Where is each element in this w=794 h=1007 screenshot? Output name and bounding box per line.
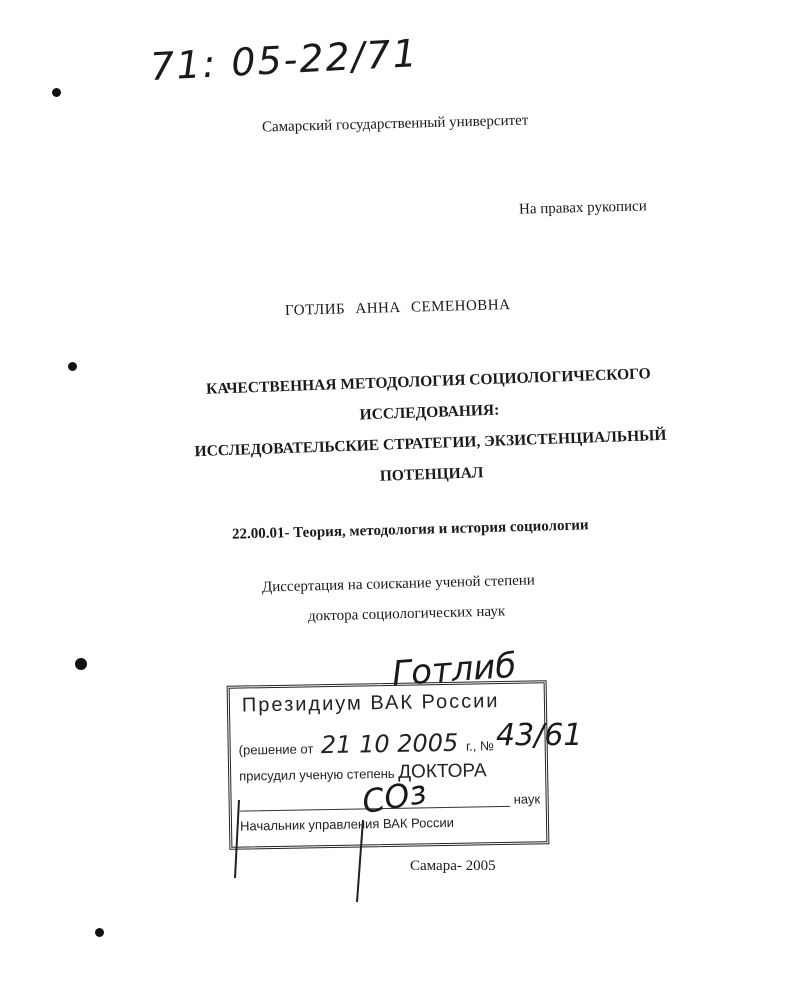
- decision-number: 43/61: [496, 718, 583, 753]
- dissertation-degree-line2: доктора социологических наук: [307, 603, 506, 625]
- dissertation-degree-line1: Диссертация на соискание ученой степени: [261, 572, 536, 596]
- university-name: Самарский государственный университет: [261, 112, 529, 136]
- stamp-field: наук: [513, 791, 541, 807]
- author-name: ГОТЛИБ АННА СЕМЕНОВНА: [284, 297, 511, 319]
- punch-mark: [68, 362, 77, 371]
- rights-note: На правах рукописи: [518, 198, 647, 218]
- degree: ДОКТОРА: [398, 760, 487, 783]
- award-label: присудил ученую степень: [239, 765, 395, 784]
- punch-mark: [95, 928, 104, 937]
- stamp-chief: Начальник управления ВАК России: [239, 814, 455, 834]
- decision-no-label: г., №: [465, 738, 495, 754]
- signature-stamp: СОз: [359, 772, 430, 822]
- archive-code: 71: 05-22/71: [149, 30, 420, 90]
- signature-strokes: [225, 780, 385, 910]
- city-year: Самара- 2005: [410, 858, 496, 874]
- punch-mark: [75, 658, 87, 670]
- signature-top: Готлиб: [390, 645, 518, 695]
- title-line: ПОТЕНЦИАЛ: [379, 464, 484, 485]
- decision-label: (решение от: [238, 741, 314, 758]
- punch-mark: [52, 88, 61, 97]
- title-line: ИССЛЕДОВАТЕЛЬСКИЕ СТРАТЕГИИ, ЭКЗИСТЕНЦИАЛЬНЫЙ: [194, 426, 667, 461]
- stamp-decision: [238, 728, 494, 760]
- title-line: КАЧЕСТВЕННАЯ МЕТОДОЛОГИЯ СОЦИОЛОГИЧЕСКОГО: [205, 365, 651, 398]
- title-line: ИССЛЕДОВАНИЯ:: [359, 401, 500, 424]
- decision-date: 21 10 2005: [320, 728, 459, 760]
- dissertation-title: [168, 357, 692, 499]
- specialty: 22.00.01- Теория, методология и история социологии: [231, 517, 589, 543]
- stamp-header: Президиум ВАК России: [241, 690, 500, 717]
